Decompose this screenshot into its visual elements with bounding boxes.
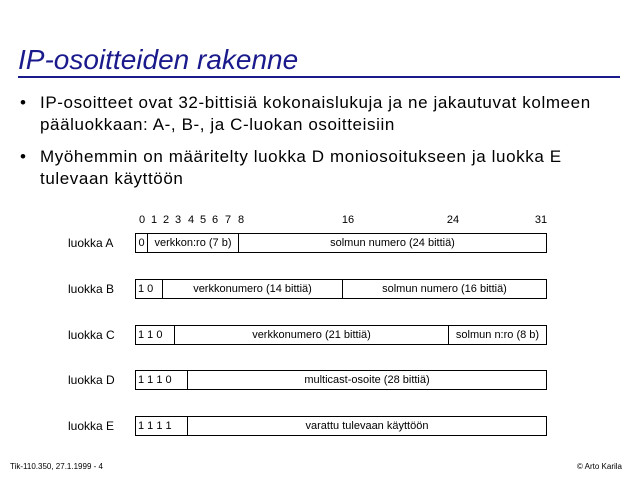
class-a-row xyxy=(135,233,547,253)
class-e-reserved-field: varattu tulevaan käyttöön xyxy=(305,420,429,432)
bit-label: 7 xyxy=(224,214,232,226)
class-e-prefix: 1 1 1 1 xyxy=(136,417,188,435)
footer-course-info: Tik-110.350, 27.1.1999 - 4 xyxy=(10,462,103,471)
bit-label: 16 xyxy=(341,214,355,226)
class-b-network-field: verkkonumero (14 bittiä) xyxy=(163,280,343,298)
class-d-row xyxy=(135,370,547,390)
class-c-network-field: verkkonumero (21 bittiä) xyxy=(175,326,449,344)
bit-label: 24 xyxy=(446,214,460,226)
bit-label: 1 xyxy=(150,214,158,226)
slide-title: IP-osoitteiden rakenne xyxy=(18,44,299,75)
class-a-prefix: 0 xyxy=(136,234,148,252)
class-e-label: luokka E xyxy=(68,419,115,433)
bit-label: 2 xyxy=(162,214,170,226)
class-c-row xyxy=(135,325,547,345)
bullet-dot: • xyxy=(20,147,27,166)
bullet-text: Myöhemmin on määritelty luokka D moniosoitukseen ja luokka E tulevaan käyttöön xyxy=(40,147,562,188)
bit-label: 0 xyxy=(138,214,146,226)
class-b-prefix: 1 0 xyxy=(136,280,163,298)
class-e-row xyxy=(135,416,547,436)
class-d-prefix: 1 1 1 0 xyxy=(136,371,188,389)
class-b-label: luokka B xyxy=(68,282,115,296)
class-b-host-field: solmun numero (16 bittiä) xyxy=(382,283,507,295)
bit-label: 5 xyxy=(199,214,207,226)
class-b-row xyxy=(135,279,547,299)
bit-position-scale xyxy=(0,214,640,228)
class-a-host-field: solmun numero (24 bittiä) xyxy=(330,237,455,249)
bullet-text: IP-osoitteet ovat 32-bittisiä kokonaislukuja ja ne jakautuvat kolmeen pääluokkaan: A-, B-, ja C-luokan osoitteisiin xyxy=(40,93,591,134)
bullet-item xyxy=(20,146,630,190)
class-c-host-field: solmun n:ro (8 b) xyxy=(455,329,540,341)
class-c-label: luokka C xyxy=(68,328,115,342)
class-a-network-field: verkkon:ro (7 b) xyxy=(148,234,239,252)
bullet-list xyxy=(20,92,630,200)
class-a-label: luokka A xyxy=(68,236,114,250)
bullet-dot: • xyxy=(20,93,27,112)
bit-label: 8 xyxy=(237,214,245,226)
class-d-label: luokka D xyxy=(68,373,115,387)
class-d-multicast-field: multicast-osoite (28 bittiä) xyxy=(304,374,430,386)
bit-label: 31 xyxy=(534,214,548,226)
title-underline xyxy=(18,76,620,78)
footer-copyright: © Arto Karila xyxy=(576,462,622,471)
bit-label: 6 xyxy=(211,214,219,226)
bullet-item xyxy=(20,92,630,136)
class-c-prefix: 1 1 0 xyxy=(136,326,175,344)
bit-label: 3 xyxy=(174,214,182,226)
bit-label: 4 xyxy=(187,214,195,226)
